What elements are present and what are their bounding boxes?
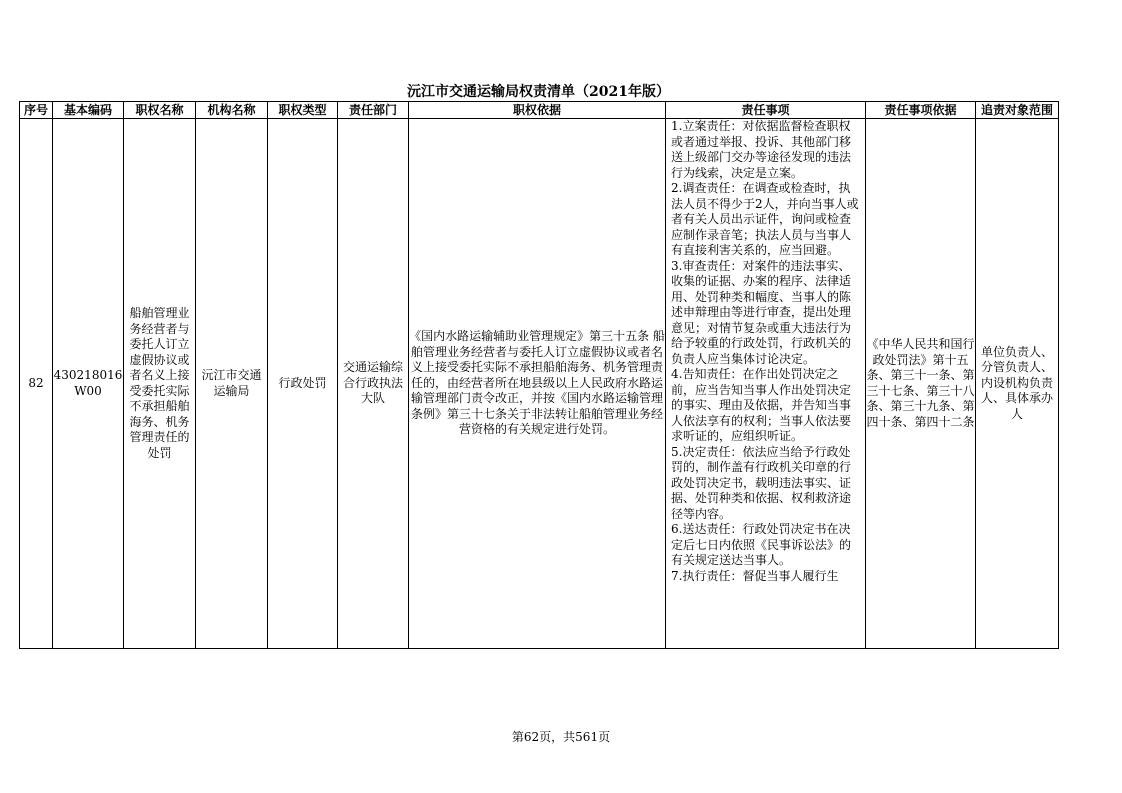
responsibility-item: 3.审查责任：对案件的违法事实、收集的证据、办案的程序、法律适用、处罚种类和幅度、当事人的陈述申辩理由等进行审查，提出处理意见；对情节复杂或重大违法行为给予较重的行政处罚，行政机关的负责人应当集体讨论决定。 [671, 258, 852, 366]
responsibility-item: 1.立案责任：对依据监督检查职权或者通过举报、投诉、其他部门移送上级部门交办等途径发现的违法行为线索，决定是立案。 [671, 119, 852, 180]
cell-power-type: 行政处罚 [268, 119, 338, 649]
responsibility-item: 7.执行责任：督促当事人履行生 [671, 568, 839, 583]
header-power-type: 职权类型 [268, 102, 338, 119]
responsibility-item: 2.调查责任：在调查或检查时，执法人员不得少于2人，并向当事人或者有关人员出示证件，询问或检查应制作录音笔；执法人员与当事人有直接利害关系的，应当回避。 [671, 181, 859, 257]
responsibility-item: 5.决定责任：依法应当给予行政处罚的，制作盖有行政机关印章的行政处罚决定书，载明违法事实、证据、处罚种类和依据、权利救济途径等内容。 [671, 444, 852, 521]
responsibility-item: 4.告知责任：在作出处罚决定之前，应当告知当事人作出处罚决定的事实、理由及依据，并告知当事人依法享有的权利；当事人依法要求听证的，应组织听证。 [671, 367, 852, 443]
header-rule-basis: 责任事项依据 [866, 102, 976, 119]
header-power-name: 职权名称 [124, 102, 196, 119]
cell-org-name: 沅江市交通运输局 [196, 119, 268, 649]
cell-dept: 交通运输综合行政执法大队 [338, 119, 409, 649]
header-org-name: 机构名称 [196, 102, 268, 119]
header-target: 追责对象范围 [976, 102, 1059, 119]
header-responsibilities: 责任事项 [666, 102, 866, 119]
header-dept: 责任部门 [338, 102, 409, 119]
header-basis: 职权依据 [409, 102, 666, 119]
cell-seq: 82 [20, 119, 53, 649]
cell-power-name: 船舶管理业务经营者与委托人订立虚假协议或者名义上接受委托实际不承担船舶海务、机务管理责任的处罚 [124, 119, 196, 649]
responsibility-table [19, 101, 1059, 649]
cell-responsibilities [666, 119, 866, 649]
cell-basis: 《国内水路运输辅助业管理规定》第三十五条 船舶管理业务经营者与委托人订立虚假协议或者名义上接受委托实际不承担船舶海务、机务管理责任的，由经营者所在地县级以上人民政府水路运输管理部门责令改正，并按《国内水路运输管理条例》第三十七条关于非法转让船舶管理业务经营资格的有关规定进行处罚。 [409, 119, 666, 649]
responsibility-item: 6.送达责任：行政处罚决定书在决定后七日内依照《民事诉讼法》的有关规定送达当事人。 [671, 522, 852, 567]
page-number: 第62页，共561页 [511, 730, 611, 744]
table-header-row [20, 102, 1059, 119]
cell-code: 430218016W00 [53, 119, 124, 649]
header-seq: 序号 [20, 102, 53, 119]
cell-target: 单位负责人、分管负责人、内设机构负责人、具体承办人 [976, 119, 1059, 649]
page-title: 沅江市交通运输局权责清单（2021年版） [407, 84, 670, 100]
cell-rule-basis: 《中华人民共和国行政处罚法》第十五条、第三十一条、第三十七条、第三十八条、第三十九条、第四十条、第四十二条 [866, 119, 976, 649]
header-code: 基本编码 [53, 102, 124, 119]
table-row [20, 119, 1059, 649]
